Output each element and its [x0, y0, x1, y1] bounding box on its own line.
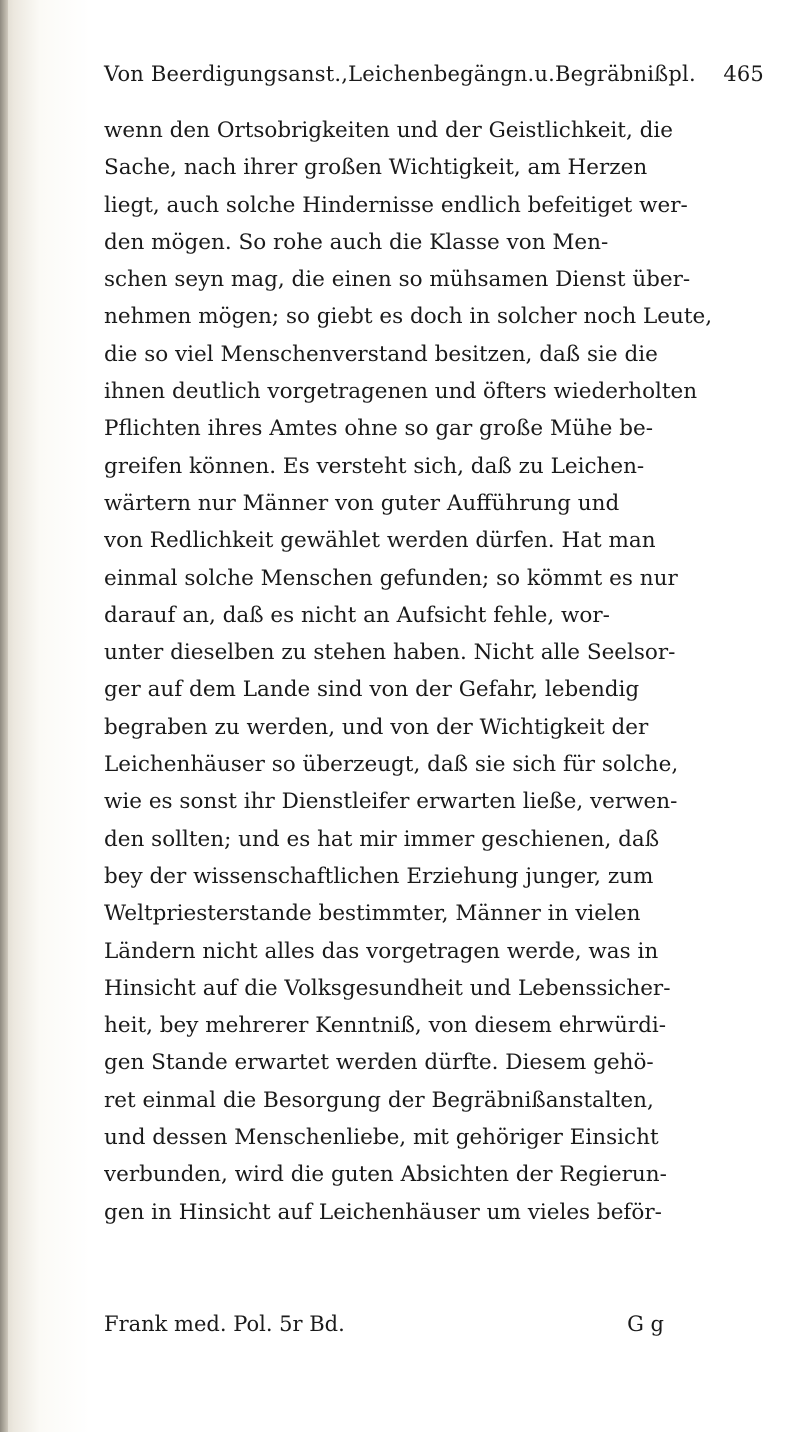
text-line: Sache, nach ihrer großen Wichtigkeit, am Herzen: [104, 155, 648, 181]
text-line: wärtern nur Männer von guter Aufführung und: [104, 490, 620, 516]
page-footer: [104, 1306, 664, 1343]
text-line: Ländern nicht alles das vorgetragen werde, was in: [104, 938, 659, 964]
text-line: darauf an, daß es nicht an Aufsicht fehle, wor-: [104, 602, 610, 628]
text-line: ihnen deutlich vorgetragenen und öfters wiederholten: [104, 379, 698, 405]
text-line: Hinsicht auf die Volksgesundheit und Lebenssicher-: [104, 975, 671, 1001]
text-line: und dessen Menschenliebe, mit gehöriger Einsicht: [104, 1125, 659, 1151]
page-number: 465: [723, 62, 764, 86]
text-line: begraben zu werden, und von der Wichtigkeit der: [104, 714, 649, 740]
text-line: den mögen. So rohe auch die Klasse von Men-: [104, 229, 609, 255]
text-line: heit, bey mehrerer Kenntniß, von diesem ehrwürdi-: [104, 1013, 666, 1039]
body-text: [104, 112, 764, 1231]
text-line: die so viel Menschenverstand besitzen, daß sie die: [104, 341, 658, 367]
text-line: nehmen mögen; so giebt es doch in solcher noch Leute,: [104, 304, 713, 330]
text-line: Pflichten ihres Amtes ohne so gar große Mühe be-: [104, 416, 653, 442]
text-line: wenn den Ortsobrigkeiten und der Geistlichkeit, die: [104, 118, 673, 143]
text-line: von Redlichkeit gewählet werden dürfen. Hat man: [104, 528, 656, 554]
text-line: ret einmal die Besorgung der Begräbnißanstalten,: [104, 1087, 654, 1113]
text-line: ger auf dem Lande sind von der Gefahr, lebendig: [104, 677, 640, 703]
text-line: unter dieselben zu stehen haben. Nicht alle Seelsor-: [104, 640, 676, 666]
text-line: den sollten; und es hat mir immer geschienen, daß: [104, 826, 660, 852]
signature-mark: G g: [627, 1312, 664, 1336]
text-line: Weltpriesterstande bestimmter, Männer in vielen: [104, 901, 641, 927]
page-binding-edge: [0, 0, 8, 1432]
text-line: einmal solche Menschen gefunden; so kömmt es nur: [104, 565, 678, 591]
text-line: verbunden, wird die guten Absichten der Regierun-: [104, 1162, 667, 1188]
text-line: Leichenhäuser so überzeugt, daß sie sich für solche,: [104, 752, 679, 778]
text-line: gen in Hinsicht auf Leichenhäuser um vieles beför-: [104, 1199, 662, 1225]
text-line: greifen können. Es versteht sich, daß zu Leichen-: [104, 453, 645, 479]
text-line: liegt, auch solche Hindernisse endlich befeitiget wer-: [104, 192, 688, 218]
text-line: wie es sonst ihr Dienstleifer erwarten ließe, verwen-: [104, 789, 678, 815]
text-line: schen seyn mag, die einen so mühsamen Dienst über-: [104, 267, 691, 293]
running-head: Von Beerdigungsanst.,Leichenbegängn.u.Begräbnißpl.: [104, 62, 696, 86]
page-header: [104, 62, 764, 86]
text-line: gen Stande erwartet werden dürfte. Diesem gehö-: [104, 1050, 654, 1076]
text-line: bey der wissenschaftlichen Erziehung junger, zum: [104, 863, 654, 889]
signature-line: Frank med. Pol. 5r Bd.: [104, 1312, 345, 1336]
